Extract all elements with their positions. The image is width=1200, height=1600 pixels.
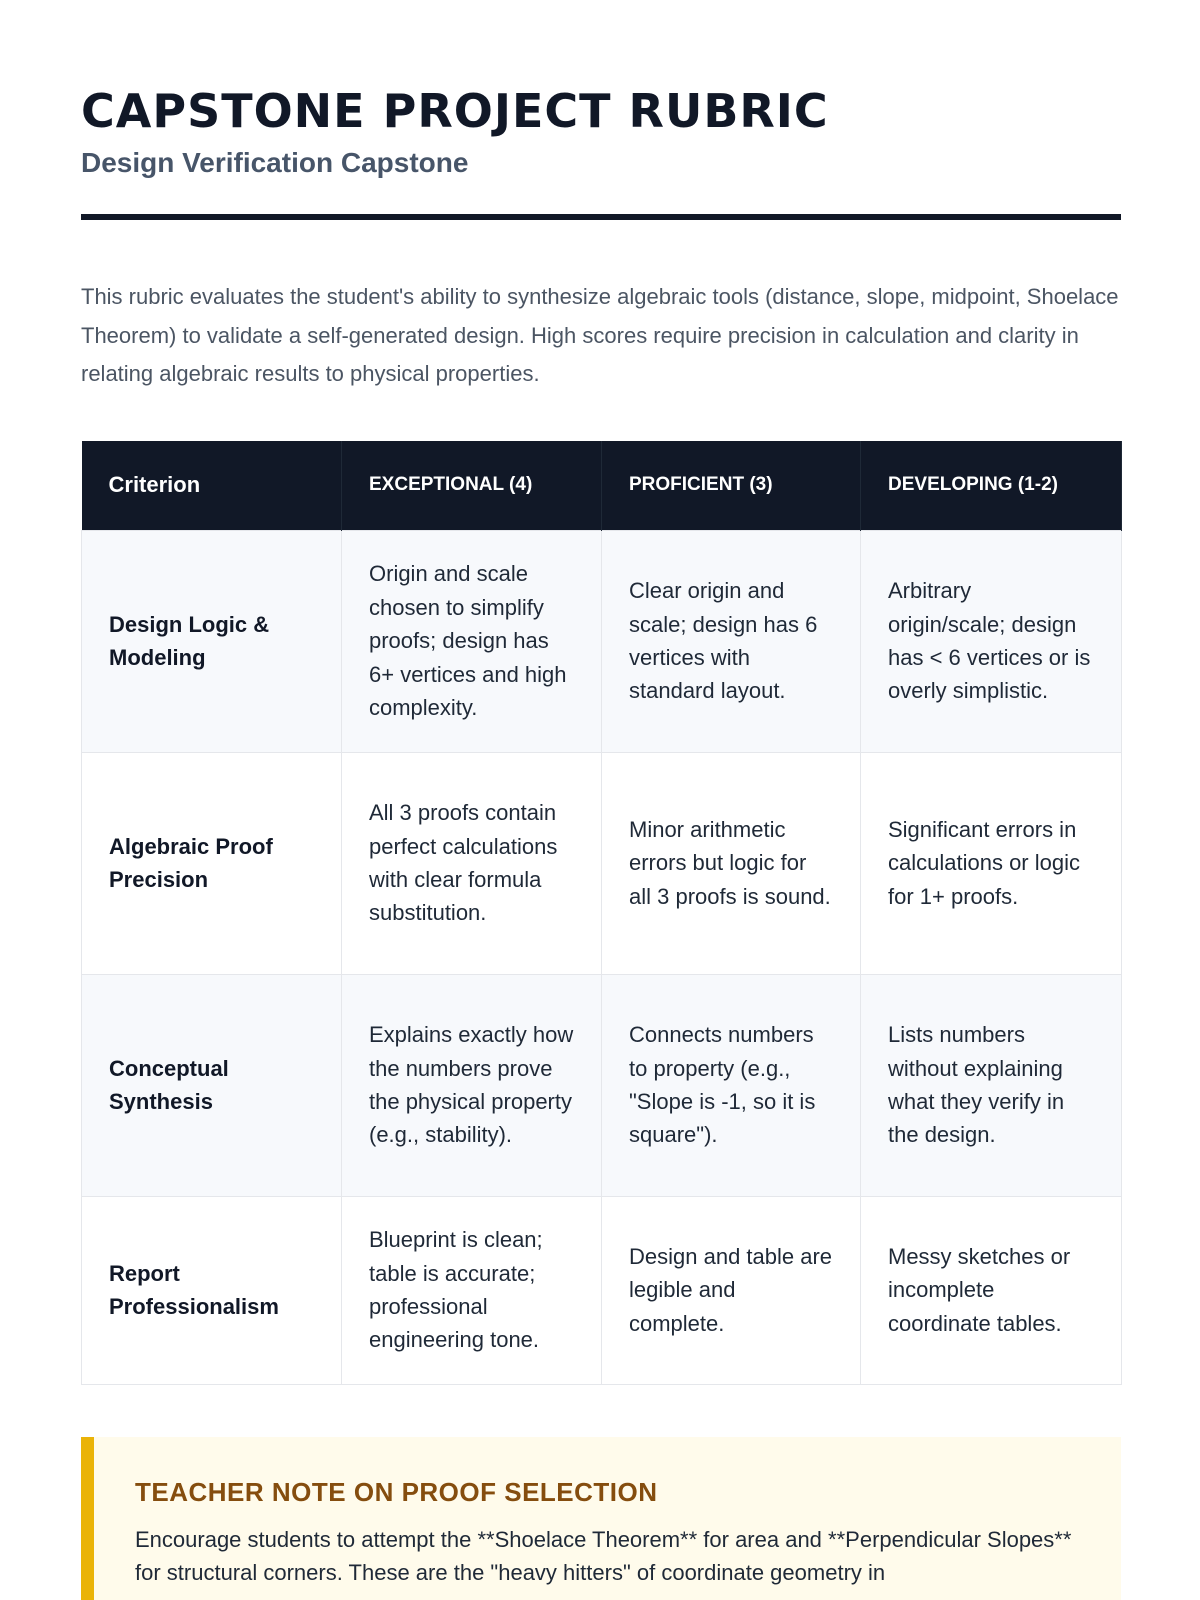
table-row: [82, 1196, 1122, 1384]
column-header-proficient: PROFICIENT (3): [602, 441, 861, 530]
criterion-cell: Report Professionalism: [82, 1196, 342, 1384]
proficient-cell: Minor arithmetic errors but logic for all 3 proofs is sound.: [602, 752, 861, 974]
exceptional-cell: All 3 proofs contain perfect calculations with clear formula substitution.: [342, 752, 602, 974]
criterion-cell: Conceptual Synthesis: [82, 974, 342, 1196]
proficient-cell: Connects numbers to property (e.g., "Slope is -1, so it is square").: [602, 974, 861, 1196]
proficient-cell: Design and table are legible and complete.: [602, 1196, 861, 1384]
teacher-note-body: Encourage students to attempt the **Shoelace Theorem** for area and **Perpendicular Slopes** for structural corners. These are the "heavy hitters" of coordinate geometry in: [135, 1527, 1072, 1585]
rubric-document: [81, 0, 1121, 1585]
header-divider: [81, 214, 1121, 220]
table-row: [82, 530, 1122, 752]
developing-cell: Lists numbers without explaining what they verify in the design.: [861, 974, 1122, 1196]
teacher-note-callout: [81, 1437, 1121, 1600]
column-header-criterion: Criterion: [82, 441, 342, 530]
developing-cell: Messy sketches or incomplete coordinate tables.: [861, 1196, 1122, 1384]
table-row: [82, 974, 1122, 1196]
developing-cell: Significant errors in calculations or logic for 1+ proofs.: [861, 752, 1122, 974]
page-subtitle: Design Verification Capstone: [81, 147, 469, 178]
exceptional-cell: Blueprint is clean; table is accurate; professional engineering tone.: [342, 1196, 602, 1384]
developing-cell: Arbitrary origin/scale; design has < 6 vertices or is overly simplistic.: [861, 530, 1122, 752]
table-row: [82, 752, 1122, 974]
criterion-cell: Algebraic Proof Precision: [82, 752, 342, 974]
exceptional-cell: Origin and scale chosen to simplify proofs; design has 6+ vertices and high complexity.: [342, 530, 602, 752]
page-title: CAPSTONE PROJECT RUBRIC: [81, 84, 829, 138]
teacher-note-title: TEACHER NOTE ON PROOF SELECTION: [135, 1477, 658, 1507]
rubric-table: [81, 441, 1122, 1385]
column-header-exceptional: EXCEPTIONAL (4): [342, 441, 602, 530]
table-header-row: [82, 441, 1122, 530]
exceptional-cell: Explains exactly how the numbers prove the physical property (e.g., stability).: [342, 974, 602, 1196]
column-header-developing: DEVELOPING (1-2): [861, 441, 1122, 530]
criterion-cell: Design Logic & Modeling: [82, 530, 342, 752]
intro-paragraph: This rubric evaluates the student's ability to synthesize algebraic tools (distance, slope, midpoint, Shoelace Theorem) to validate a self-generated design. High scores require precision in calculation and clarity in relating algebraic results to physical properties.: [81, 284, 1119, 386]
proficient-cell: Clear origin and scale; design has 6 vertices with standard layout.: [602, 530, 861, 752]
